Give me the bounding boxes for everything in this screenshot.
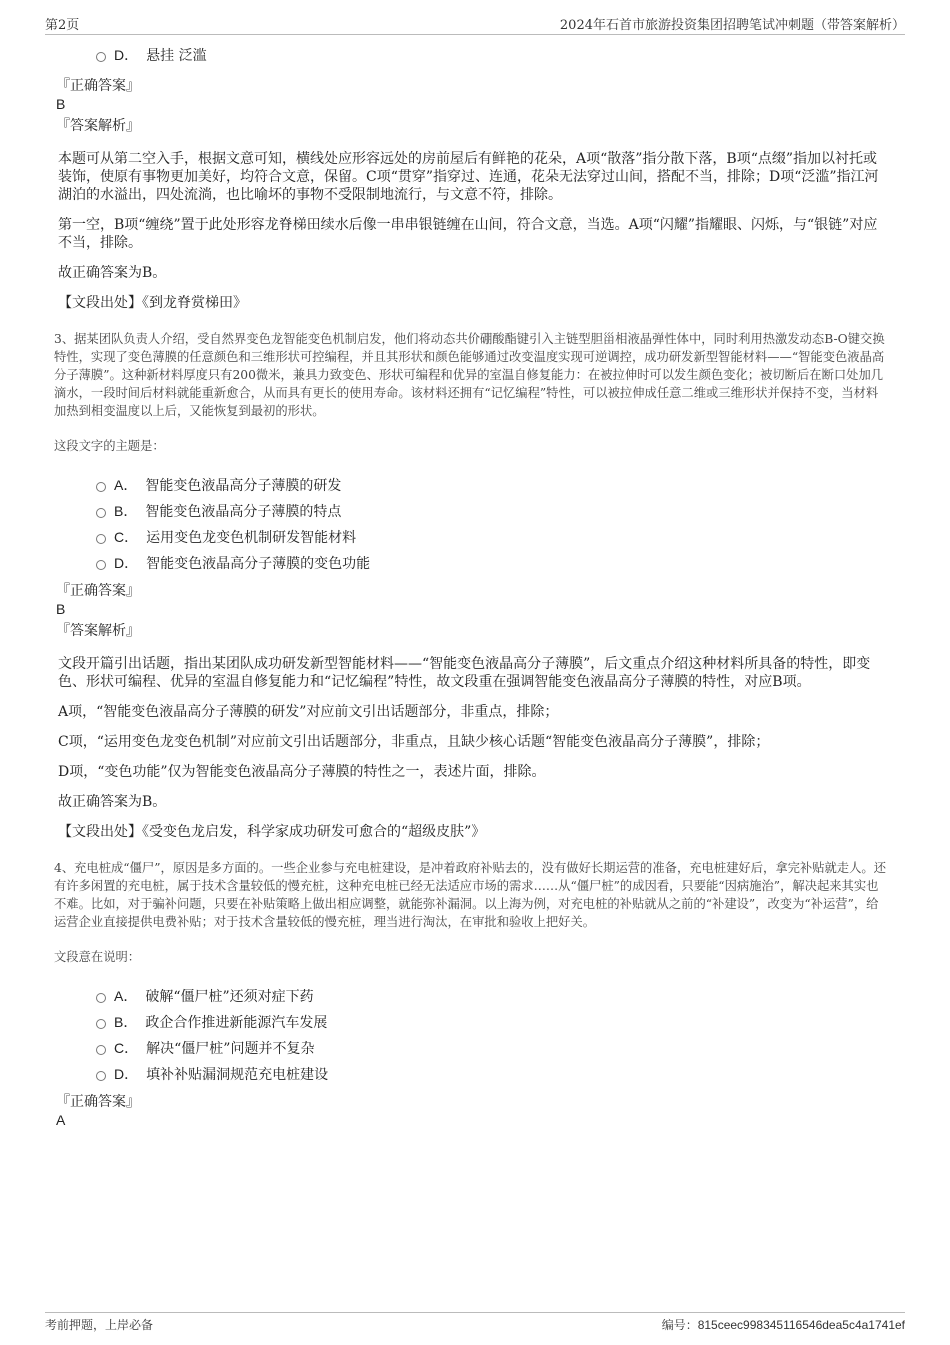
footer-slogan: 考前押题，上岸必备 xyxy=(45,1318,154,1332)
q2-option-d[interactable] xyxy=(96,42,886,68)
radio-icon[interactable] xyxy=(96,1071,106,1081)
page-header xyxy=(45,14,905,35)
option-text: 填补补贴漏洞规范充电桩建设 xyxy=(146,1067,329,1083)
option-text: 智能变色液晶高分子薄膜的特点 xyxy=(145,504,342,520)
question-prompt: 这段文字的主题是： xyxy=(54,439,165,453)
source-citation: 【文段出处】《到龙脊赏梯田》 xyxy=(58,295,247,311)
radio-icon[interactable] xyxy=(96,1045,106,1055)
radio-icon[interactable] xyxy=(96,1019,106,1029)
analysis-label: 『答案解析』 xyxy=(56,118,140,134)
option-text: 运用变色龙变色机制研发智能材料 xyxy=(146,530,357,546)
answer-label: 『正确答案』 xyxy=(56,78,140,94)
option-text: 政企合作推进新能源汽车发展 xyxy=(145,1015,328,1031)
analysis-paragraph: C项，“运用变色龙变色机制”对应前文引出话题部分，非重点，且缺少核心话题“智能变色液晶高分子薄膜”，排除； xyxy=(58,734,770,750)
option-letter: C． xyxy=(114,1040,139,1056)
page-content xyxy=(56,42,886,1129)
analysis-paragraph: 文段开篇引出话题，指出某团队成功研发新型智能材料——“智能变色液晶高分子薄膜”，后文重点介绍这种材料所具备的特性，即变色、形状可编程、优异的室温自修复能力和“记忆编程”特性，故文段重在强调智能变色液晶高分子薄膜的特性，对应B项。 xyxy=(58,656,871,690)
analysis-paragraph: 故正确答案为B。 xyxy=(58,794,167,810)
option-text: 智能变色液晶高分子薄膜的研发 xyxy=(145,478,342,494)
option-letter: C． xyxy=(114,529,139,545)
option-text: 悬挂 泛滥 xyxy=(146,48,207,64)
radio-icon[interactable] xyxy=(96,52,106,62)
analysis-paragraph: 故正确答案为B。 xyxy=(58,265,167,281)
q4-option-c[interactable] xyxy=(96,1035,886,1061)
page-number: 第2页 xyxy=(45,18,80,33)
radio-icon[interactable] xyxy=(96,482,106,492)
option-letter: D． xyxy=(114,1066,139,1082)
radio-icon[interactable] xyxy=(96,508,106,518)
question-text: 4、充电桩成“僵尸”，原因是多方面的。一些企业参与充电桩建设，是冲着政府补贴去的，没有做好长期运营的准备，充电桩建好后，拿完补贴就走人。还有许多闲置的充电桩，属于技术含量较低的慢充桩，这种充电桩已经无法适应市场的需求……从“僵尸桩”的成因看，只要能“因病施治”，解决起来其实也不难。比如，对于骗补问题，只要在补贴策略上做出相应调整，就能弥补漏洞。以上海为例，对充电桩的补贴就从之前的“补建设”，改变为“补运营”，给运营企业直接提供电费补贴；对于技术含量较低的慢充桩，理当进行淘汰，在审批和验收上把好关。 xyxy=(54,861,886,929)
answer-value: B xyxy=(56,601,66,617)
q4-option-d[interactable] xyxy=(96,1061,886,1087)
option-text: 智能变色液晶高分子薄膜的变色功能 xyxy=(146,556,371,572)
page-footer xyxy=(45,1312,905,1335)
q3-option-d[interactable] xyxy=(96,550,886,576)
option-letter: A． xyxy=(114,477,138,493)
document-title: 2024年石首市旅游投资集团招聘笔试冲刺题（带答案解析） xyxy=(559,18,905,33)
analysis-paragraph: 本题可从第二空入手，根据文意可知，横线处应形容远处的房前屋后有鲜艳的花朵，A项“散落”指分散下落，B项“点缀”指加以衬托或装饰，使原有事物更加美好，均符合文意，保留。C项“贯穿”指穿过、连通，花朵无法穿过山间，搭配不当，排除；D项“泛滥”指江河湖泊的水溢出，四处流淌，也比喻坏的事物不受限制地流行，与文意不符，排除。 xyxy=(58,151,879,203)
question-prompt: 文段意在说明： xyxy=(54,950,141,964)
q3-option-a[interactable] xyxy=(96,472,886,498)
answer-value: A xyxy=(56,1112,66,1128)
radio-icon[interactable] xyxy=(96,560,106,570)
q3-option-b[interactable] xyxy=(96,498,886,524)
answer-value: B xyxy=(56,96,66,112)
q4-option-b[interactable] xyxy=(96,1009,886,1035)
option-letter: A． xyxy=(114,988,138,1004)
radio-icon[interactable] xyxy=(96,534,106,544)
analysis-paragraph: 第一空，B项“缠绕”置于此处形容龙脊梯田续水后像一串串银链缠在山间，符合文意，当选。A项“闪耀”指耀眼、闪烁，与“银链”对应不当，排除。 xyxy=(58,217,878,251)
analysis-paragraph: A项，“智能变色液晶高分子薄膜的研发”对应前文引出话题部分，非重点，排除； xyxy=(58,704,559,720)
analysis-label: 『答案解析』 xyxy=(56,623,140,639)
answer-label: 『正确答案』 xyxy=(56,583,140,599)
q4-option-a[interactable] xyxy=(96,983,886,1009)
document-id: 编号：815ceec998345116546dea5c4a1741ef xyxy=(661,1318,905,1332)
radio-icon[interactable] xyxy=(96,993,106,1003)
option-letter: B． xyxy=(114,1014,138,1030)
q3-option-c[interactable] xyxy=(96,524,886,550)
analysis-paragraph: D项，“变色功能”仅为智能变色液晶高分子薄膜的特性之一，表述片面，排除。 xyxy=(58,764,546,780)
option-text: 解决“僵尸桩”问题并不复杂 xyxy=(146,1041,315,1057)
option-letter: B． xyxy=(114,503,138,519)
question-text: 3、据某团队负责人介绍，受自然界变色龙智能变色机制启发，他们将动态共价硼酸酯键引入主链型胆甾相液晶弹性体中，同时利用热激发动态B-O键交换特性，实现了变色薄膜的任意颜色和三维形状可控编程，并且其形状和颜色能够通过改变温度实现可逆调控，成功研发新型智能材料——“智能变色液晶高分子薄膜”。这种新材料厚度只有200微米，兼具力致变色、形状可编程和优异的室温自修复能力：在被拉伸时可以发生颜色变化；被切断后在断口处加几滴水，一段时间后材料就能重新愈合，从而具有更长的使用寿命。该材料还拥有“记忆编程”特性，可以被拉伸成任意二维或三维形状并保持不变，当材料加热到相变温度以上后，又能恢复到最初的形状。 xyxy=(54,332,885,418)
source-citation: 【文段出处】《受变色龙启发，科学家成功研发可愈合的“超级皮肤”》 xyxy=(58,824,486,840)
option-letter: D． xyxy=(114,47,139,63)
option-text: 破解“僵尸桩”还须对症下药 xyxy=(145,989,314,1005)
option-letter: D． xyxy=(114,555,139,571)
answer-label: 『正确答案』 xyxy=(56,1094,140,1110)
